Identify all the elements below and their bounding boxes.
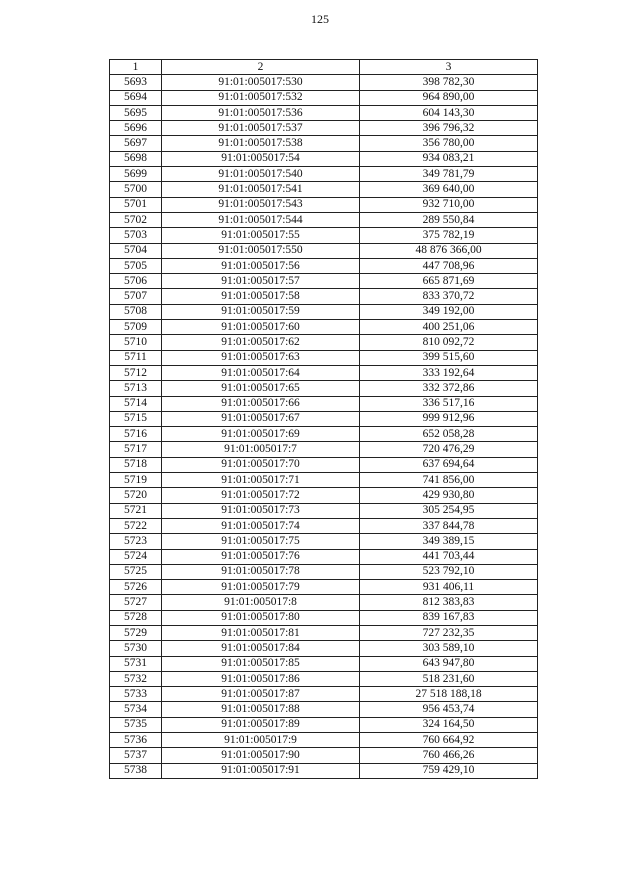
table-row bbox=[110, 595, 538, 610]
cadastral-number-cell: 91:01:005017:78 bbox=[162, 564, 360, 579]
value-cell: 447 708,96 bbox=[360, 258, 538, 273]
cadastral-number-cell: 91:01:005017:90 bbox=[162, 748, 360, 763]
value-cell: 833 370,72 bbox=[360, 289, 538, 304]
value-cell: 441 703,44 bbox=[360, 549, 538, 564]
value-cell: 336 517,16 bbox=[360, 396, 538, 411]
table-row bbox=[110, 228, 538, 243]
row-number-cell: 5729 bbox=[110, 625, 162, 640]
cadastral-number-cell: 91:01:005017:7 bbox=[162, 442, 360, 457]
table-row bbox=[110, 549, 538, 564]
table-row bbox=[110, 641, 538, 656]
row-number-cell: 5724 bbox=[110, 549, 162, 564]
cadastral-number-cell: 91:01:005017:550 bbox=[162, 243, 360, 258]
table-row bbox=[110, 381, 538, 396]
value-cell: 604 143,30 bbox=[360, 105, 538, 120]
cadastral-number-cell: 91:01:005017:62 bbox=[162, 335, 360, 350]
cadastral-number-cell: 91:01:005017:537 bbox=[162, 121, 360, 136]
table-row bbox=[110, 105, 538, 120]
cadastral-number-cell: 91:01:005017:63 bbox=[162, 350, 360, 365]
cadastral-number-cell: 91:01:005017:55 bbox=[162, 228, 360, 243]
row-number-cell: 5732 bbox=[110, 671, 162, 686]
value-cell: 760 466,26 bbox=[360, 748, 538, 763]
cadastral-number-cell: 91:01:005017:70 bbox=[162, 457, 360, 472]
column-header: 3 bbox=[360, 60, 538, 75]
value-cell: 665 871,69 bbox=[360, 274, 538, 289]
row-number-cell: 5733 bbox=[110, 687, 162, 702]
table-row bbox=[110, 396, 538, 411]
row-number-cell: 5734 bbox=[110, 702, 162, 717]
cadastral-number-cell: 91:01:005017:60 bbox=[162, 320, 360, 335]
row-number-cell: 5721 bbox=[110, 503, 162, 518]
cadastral-number-cell: 91:01:005017:89 bbox=[162, 717, 360, 732]
cadastral-number-cell: 91:01:005017:59 bbox=[162, 304, 360, 319]
value-cell: 399 515,60 bbox=[360, 350, 538, 365]
row-number-cell: 5702 bbox=[110, 212, 162, 227]
table-row bbox=[110, 442, 538, 457]
table-row bbox=[110, 212, 538, 227]
table-row bbox=[110, 121, 538, 136]
value-cell: 523 792,10 bbox=[360, 564, 538, 579]
table-row bbox=[110, 182, 538, 197]
table-row bbox=[110, 518, 538, 533]
row-number-cell: 5709 bbox=[110, 320, 162, 335]
value-cell: 727 232,35 bbox=[360, 625, 538, 640]
cadastral-number-cell: 91:01:005017:75 bbox=[162, 534, 360, 549]
table-row bbox=[110, 564, 538, 579]
value-cell: 349 781,79 bbox=[360, 167, 538, 182]
cadastral-number-cell: 91:01:005017:538 bbox=[162, 136, 360, 151]
row-number-cell: 5706 bbox=[110, 274, 162, 289]
row-number-cell: 5720 bbox=[110, 488, 162, 503]
row-number-cell: 5731 bbox=[110, 656, 162, 671]
cadastral-number-cell: 91:01:005017:87 bbox=[162, 687, 360, 702]
value-cell: 932 710,00 bbox=[360, 197, 538, 212]
row-number-cell: 5707 bbox=[110, 289, 162, 304]
row-number-cell: 5737 bbox=[110, 748, 162, 763]
cadastral-number-cell: 91:01:005017:544 bbox=[162, 212, 360, 227]
row-number-cell: 5714 bbox=[110, 396, 162, 411]
table-row bbox=[110, 90, 538, 105]
row-number-cell: 5708 bbox=[110, 304, 162, 319]
table-row bbox=[110, 763, 538, 778]
cadastral-number-cell: 91:01:005017:67 bbox=[162, 411, 360, 426]
column-header: 2 bbox=[162, 60, 360, 75]
column-header: 1 bbox=[110, 60, 162, 75]
table-row bbox=[110, 350, 538, 365]
value-cell: 349 389,15 bbox=[360, 534, 538, 549]
cadastral-number-cell: 91:01:005017:74 bbox=[162, 518, 360, 533]
table-row bbox=[110, 534, 538, 549]
table-row bbox=[110, 610, 538, 625]
row-number-cell: 5705 bbox=[110, 258, 162, 273]
table-row bbox=[110, 151, 538, 166]
table-row bbox=[110, 243, 538, 258]
cadastral-number-cell: 91:01:005017:543 bbox=[162, 197, 360, 212]
table-row bbox=[110, 258, 538, 273]
row-number-cell: 5704 bbox=[110, 243, 162, 258]
row-number-cell: 5722 bbox=[110, 518, 162, 533]
table-row bbox=[110, 457, 538, 472]
value-cell: 643 947,80 bbox=[360, 656, 538, 671]
row-number-cell: 5723 bbox=[110, 534, 162, 549]
table-row bbox=[110, 197, 538, 212]
table-row bbox=[110, 687, 538, 702]
cadastral-number-cell: 91:01:005017:536 bbox=[162, 105, 360, 120]
row-number-cell: 5715 bbox=[110, 411, 162, 426]
table-row bbox=[110, 365, 538, 380]
cadastral-number-cell: 91:01:005017:72 bbox=[162, 488, 360, 503]
value-cell: 429 930,80 bbox=[360, 488, 538, 503]
cadastral-number-cell: 91:01:005017:91 bbox=[162, 763, 360, 778]
page-number: 125 bbox=[311, 12, 329, 26]
cadastral-number-cell: 91:01:005017:530 bbox=[162, 75, 360, 90]
value-cell: 931 406,11 bbox=[360, 580, 538, 595]
value-cell: 305 254,95 bbox=[360, 503, 538, 518]
cadastral-number-cell: 91:01:005017:76 bbox=[162, 549, 360, 564]
table-row bbox=[110, 167, 538, 182]
cadastral-number-cell: 91:01:005017:9 bbox=[162, 733, 360, 748]
value-cell: 48 876 366,00 bbox=[360, 243, 538, 258]
cadastral-number-cell: 91:01:005017:66 bbox=[162, 396, 360, 411]
value-cell: 741 856,00 bbox=[360, 473, 538, 488]
row-number-cell: 5725 bbox=[110, 564, 162, 579]
cadastral-number-cell: 91:01:005017:88 bbox=[162, 702, 360, 717]
value-cell: 637 694,64 bbox=[360, 457, 538, 472]
value-cell: 324 164,50 bbox=[360, 717, 538, 732]
row-number-cell: 5701 bbox=[110, 197, 162, 212]
value-cell: 518 231,60 bbox=[360, 671, 538, 686]
row-number-cell: 5726 bbox=[110, 580, 162, 595]
table-row bbox=[110, 733, 538, 748]
table-row bbox=[110, 274, 538, 289]
value-cell: 396 796,32 bbox=[360, 121, 538, 136]
row-number-cell: 5699 bbox=[110, 167, 162, 182]
data-table bbox=[109, 59, 538, 779]
value-cell: 349 192,00 bbox=[360, 304, 538, 319]
value-cell: 369 640,00 bbox=[360, 182, 538, 197]
row-number-cell: 5697 bbox=[110, 136, 162, 151]
value-cell: 333 192,64 bbox=[360, 365, 538, 380]
cadastral-number-cell: 91:01:005017:81 bbox=[162, 625, 360, 640]
cadastral-number-cell: 91:01:005017:84 bbox=[162, 641, 360, 656]
value-cell: 934 083,21 bbox=[360, 151, 538, 166]
cadastral-number-cell: 91:01:005017:64 bbox=[162, 365, 360, 380]
value-cell: 27 518 188,18 bbox=[360, 687, 538, 702]
table-row bbox=[110, 473, 538, 488]
row-number-cell: 5713 bbox=[110, 381, 162, 396]
value-cell: 303 589,10 bbox=[360, 641, 538, 656]
value-cell: 999 912,96 bbox=[360, 411, 538, 426]
cadastral-number-cell: 91:01:005017:532 bbox=[162, 90, 360, 105]
row-number-cell: 5730 bbox=[110, 641, 162, 656]
value-cell: 652 058,28 bbox=[360, 427, 538, 442]
row-number-cell: 5717 bbox=[110, 442, 162, 457]
value-cell: 839 167,83 bbox=[360, 610, 538, 625]
cadastral-number-cell: 91:01:005017:541 bbox=[162, 182, 360, 197]
cadastral-number-cell: 91:01:005017:69 bbox=[162, 427, 360, 442]
table-row bbox=[110, 656, 538, 671]
header-row bbox=[110, 60, 538, 75]
row-number-cell: 5694 bbox=[110, 90, 162, 105]
row-number-cell: 5693 bbox=[110, 75, 162, 90]
cadastral-number-cell: 91:01:005017:73 bbox=[162, 503, 360, 518]
row-number-cell: 5719 bbox=[110, 473, 162, 488]
table-row bbox=[110, 748, 538, 763]
row-number-cell: 5710 bbox=[110, 335, 162, 350]
value-cell: 812 383,83 bbox=[360, 595, 538, 610]
cadastral-number-cell: 91:01:005017:79 bbox=[162, 580, 360, 595]
table-row bbox=[110, 625, 538, 640]
row-number-cell: 5716 bbox=[110, 427, 162, 442]
row-number-cell: 5695 bbox=[110, 105, 162, 120]
row-number-cell: 5698 bbox=[110, 151, 162, 166]
table-row bbox=[110, 304, 538, 319]
cadastral-number-cell: 91:01:005017:54 bbox=[162, 151, 360, 166]
row-number-cell: 5700 bbox=[110, 182, 162, 197]
row-number-cell: 5696 bbox=[110, 121, 162, 136]
row-number-cell: 5738 bbox=[110, 763, 162, 778]
row-number-cell: 5712 bbox=[110, 365, 162, 380]
table-row bbox=[110, 411, 538, 426]
row-number-cell: 5735 bbox=[110, 717, 162, 732]
table-row bbox=[110, 427, 538, 442]
cadastral-number-cell: 91:01:005017:86 bbox=[162, 671, 360, 686]
table-row bbox=[110, 289, 538, 304]
table-row bbox=[110, 671, 538, 686]
value-cell: 759 429,10 bbox=[360, 763, 538, 778]
value-cell: 956 453,74 bbox=[360, 702, 538, 717]
value-cell: 337 844,78 bbox=[360, 518, 538, 533]
cadastral-number-cell: 91:01:005017:65 bbox=[162, 381, 360, 396]
cadastral-number-cell: 91:01:005017:85 bbox=[162, 656, 360, 671]
value-cell: 810 092,72 bbox=[360, 335, 538, 350]
value-cell: 760 664,92 bbox=[360, 733, 538, 748]
row-number-cell: 5711 bbox=[110, 350, 162, 365]
row-number-cell: 5728 bbox=[110, 610, 162, 625]
cadastral-number-cell: 91:01:005017:56 bbox=[162, 258, 360, 273]
table-row bbox=[110, 717, 538, 732]
value-cell: 720 476,29 bbox=[360, 442, 538, 457]
cadastral-number-cell: 91:01:005017:8 bbox=[162, 595, 360, 610]
cadastral-number-cell: 91:01:005017:71 bbox=[162, 473, 360, 488]
value-cell: 964 890,00 bbox=[360, 90, 538, 105]
table-row bbox=[110, 503, 538, 518]
table-row bbox=[110, 75, 538, 90]
table-row bbox=[110, 136, 538, 151]
cadastral-number-cell: 91:01:005017:540 bbox=[162, 167, 360, 182]
row-number-cell: 5718 bbox=[110, 457, 162, 472]
table-row bbox=[110, 702, 538, 717]
table-row bbox=[110, 320, 538, 335]
value-cell: 398 782,30 bbox=[360, 75, 538, 90]
table-row bbox=[110, 335, 538, 350]
row-number-cell: 5727 bbox=[110, 595, 162, 610]
value-cell: 375 782,19 bbox=[360, 228, 538, 243]
value-cell: 289 550,84 bbox=[360, 212, 538, 227]
cadastral-number-cell: 91:01:005017:57 bbox=[162, 274, 360, 289]
table-row bbox=[110, 488, 538, 503]
table-row bbox=[110, 580, 538, 595]
row-number-cell: 5736 bbox=[110, 733, 162, 748]
row-number-cell: 5703 bbox=[110, 228, 162, 243]
value-cell: 356 780,00 bbox=[360, 136, 538, 151]
value-cell: 400 251,06 bbox=[360, 320, 538, 335]
cadastral-number-cell: 91:01:005017:58 bbox=[162, 289, 360, 304]
value-cell: 332 372,86 bbox=[360, 381, 538, 396]
cadastral-number-cell: 91:01:005017:80 bbox=[162, 610, 360, 625]
